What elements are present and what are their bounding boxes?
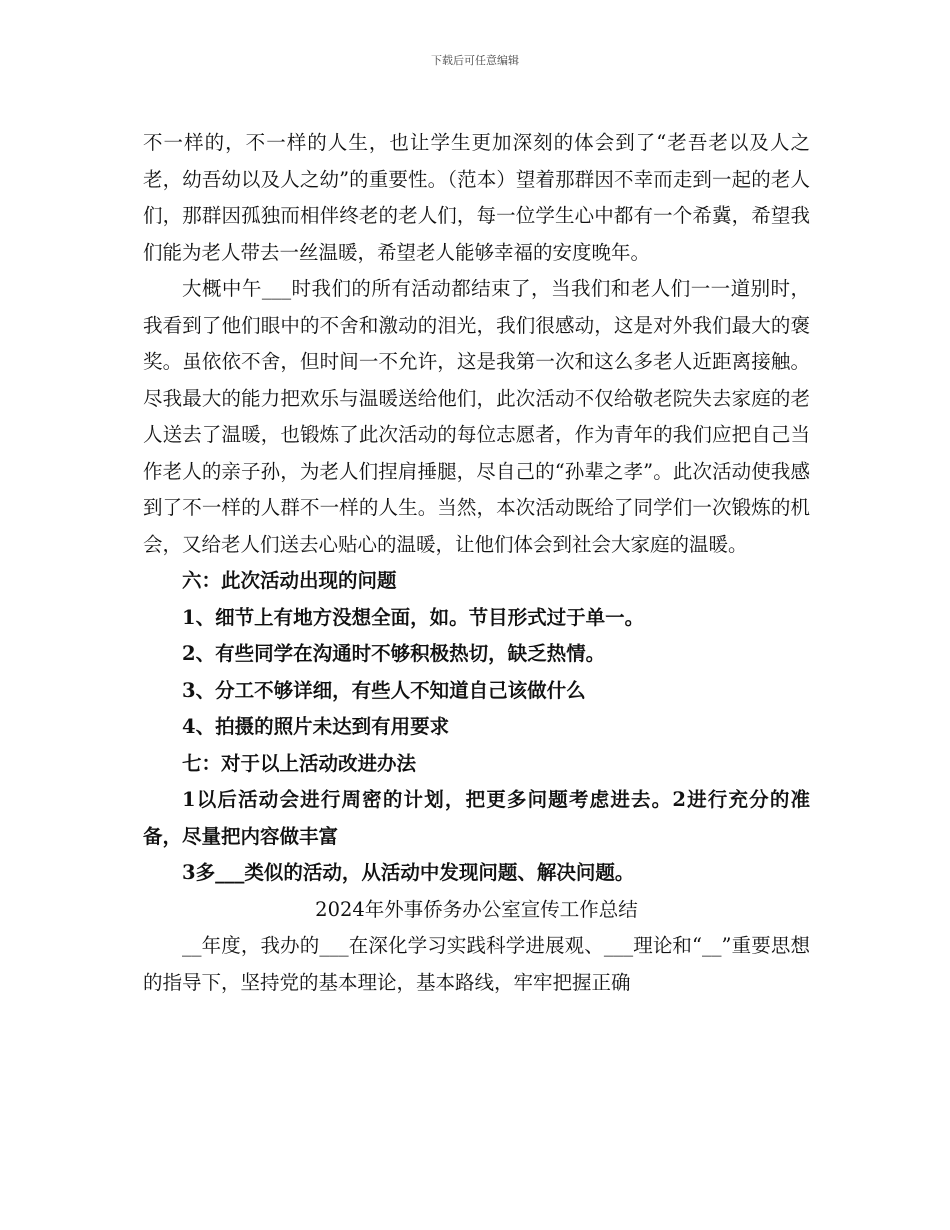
section-heading-problems: 六：此次活动出现的问题 — [182, 569, 397, 592]
problem-item-4: 4、拍摄的照片未达到有用要求 — [182, 715, 450, 738]
document-body — [143, 125, 810, 1001]
paragraph-farewell: 大概中午___时我们的所有活动都结束了，当我们和老人们一一道别时，我看到了他们眼中的不舍和激动的泪光，我们很感动，这是对外我们最大的褒奖。虽依依不舍，但时间一不允许，这是我第一次和这么多老人近距离接触。尽我最大的能力把欢乐与温暖送给他们，此次活动不仅给敬老院失去家庭的老人送去了温暖，也锻炼了此次活动的每位志愿者，作为青年的我们应把自己当作老人的亲子孙，为老人们捏肩捶腿，尽自己的“孙辈之孝”。此次活动使我感到了不一样的人群不一样的人生。当然，本次活动既给了同学们一次锻炼的机会，又给老人们送去心贴心的温暖，让他们体会到社会大家庭的温暖。 — [143, 277, 810, 556]
improvement-item-1-2: 1以后活动会进行周密的计划，把更多问题考虑进去。2进行充分的准备，尽量把内容做丰富 — [143, 788, 810, 848]
problem-item-3: 3、分工不够详细，有些人不知道自己该做什么 — [182, 678, 586, 702]
section-heading-improvements: 七：对于以上活动改进办法 — [182, 751, 417, 775]
improvement-item-3: 3多___类似的活动，从活动中发现问题、解决问题。 — [182, 861, 635, 884]
paragraph-intro: __年度，我办的___在深化学习实践科学进展观、___理论和“__”重要思想的指导下，坚持党的基本理论，基本路线，牢牢把握正确 — [143, 934, 810, 994]
problem-item-2: 2、有些同学在沟通时不够积极热切，缺乏热情。 — [182, 642, 606, 665]
paragraph-continuation: 不一样的，不一样的人生，也让学生更加深刻的体会到了“老吾老以及人之老，幼吾幼以及人之幼”的重要性。（范本）望着那群因不幸而走到一起的老人们，那群因孤独而相伴终老的老人们，每一位学生心中都有一个希冀，希望我们能为老人带去一丝温暖，希望老人能够幸福的安度晚年。 — [143, 131, 810, 264]
page-header: 下载后可任意编辑 — [431, 54, 519, 67]
document-title: 2024年外事侨务办公室宣传工作总结 — [315, 897, 638, 921]
problem-item-1: 1、细节上有地方没想全面，如。节目形式过于单一。 — [182, 605, 645, 629]
